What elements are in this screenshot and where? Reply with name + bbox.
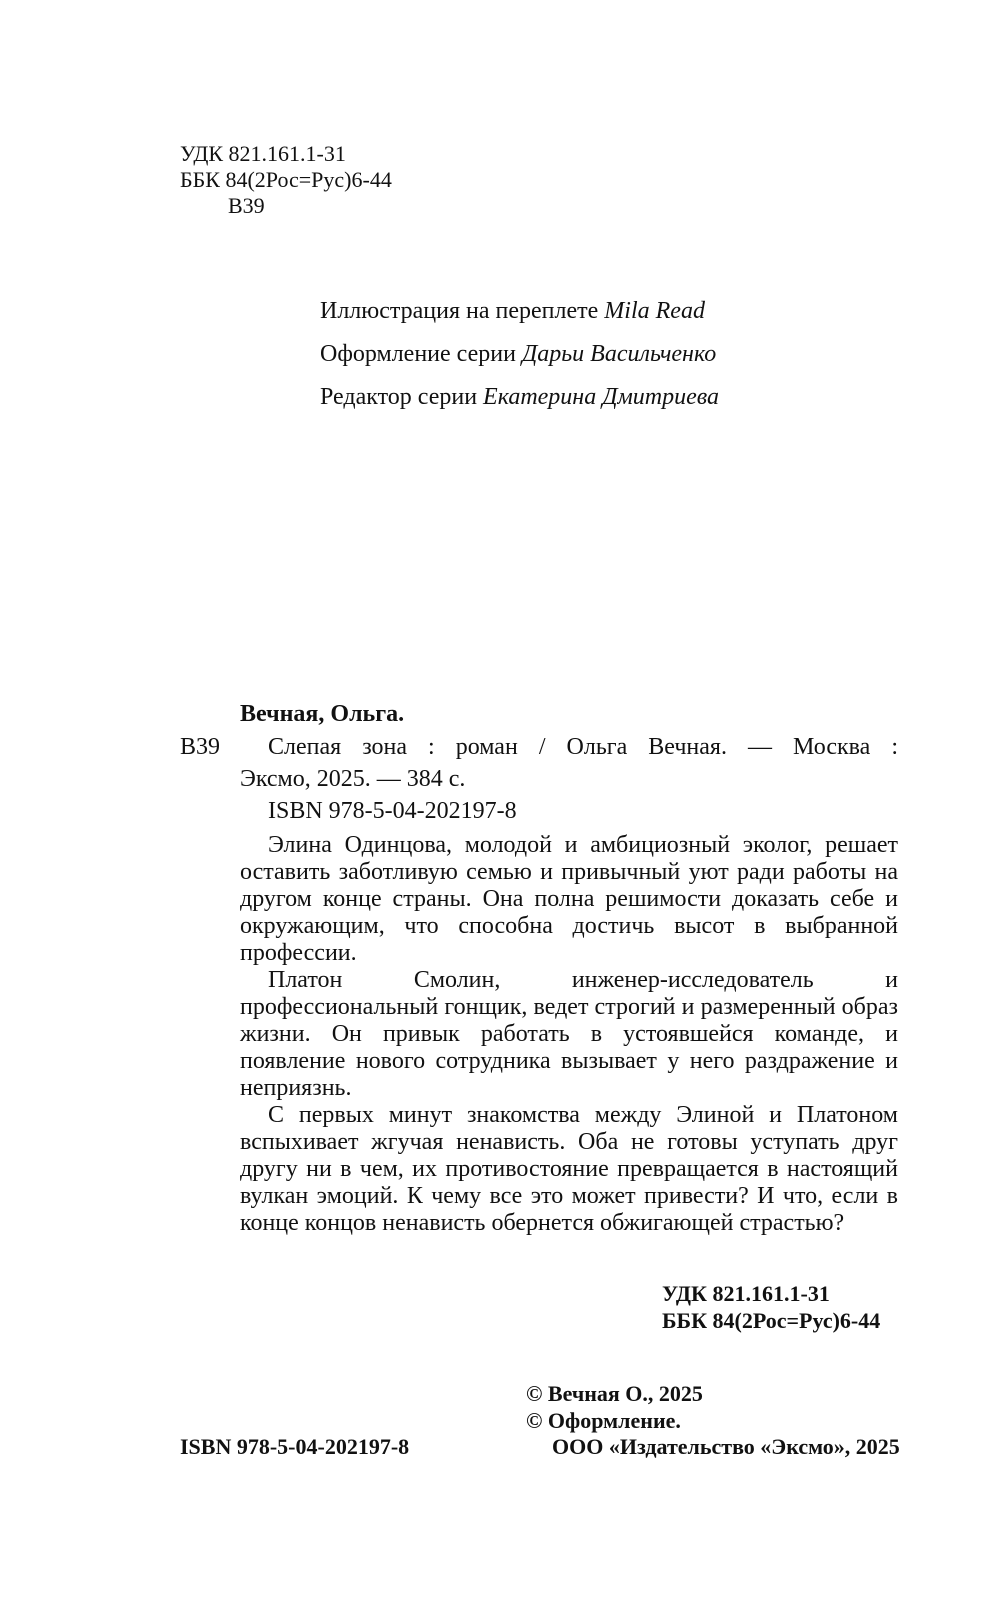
annotation: [240, 832, 898, 1237]
annotation-paragraph: Элина Одинцова, молодой и амбициозный эколог, решает оставить заботливую семью и привычный уют ради работы на другом конце страны. Она полна решимости доказать себе и окружающим, что способна достичь высот в выбранной профессии.: [240, 832, 898, 966]
copyright-design: © Оформление.: [526, 1408, 681, 1433]
credit-role: Редактор серии: [320, 384, 478, 410]
credit-series-editor: [320, 383, 719, 412]
isbn-bottom: ISBN 978-5-04-202197-8: [180, 1434, 410, 1459]
bottom-udk: УДК 821.161.1-31: [662, 1281, 830, 1306]
credit-name: Дарьи Васильченко: [521, 341, 717, 367]
credit-name: Екатерина Дмитриева: [483, 384, 720, 410]
credit-role: Оформление серии: [320, 341, 516, 367]
catalog-title-line2: Эксмо, 2025. — 384 с.: [240, 766, 466, 792]
catalog-author-heading: Вечная, Ольга.: [240, 701, 405, 727]
annotation-paragraph: Платон Смолин, инженер-исследователь и профессиональный гонщик, ведет строгий и размеренный образ жизни. Он привык работать в устоявшейся команде, и появление нового сотрудника вызывает у него раздражение и неприязнь.: [240, 967, 898, 1101]
credit-name: Mila Read: [604, 298, 705, 324]
catalog-title-line1: Слепая зона : роман / Ольга Вечная. — Москва :: [268, 734, 898, 760]
credit-illustration: [320, 297, 705, 326]
annotation-paragraph: С первых минут знакомства между Элиной и Платоном вспыхивает жгучая ненависть. Оба не готовы уступать друг другу ни в чем, их противостояние превращается в настоящий вулкан эмоций. К чему все это может привести? И что, если в конце концов ненависть обернется обжигающей страстью?: [240, 1102, 898, 1236]
credit-role: Иллюстрация на переплете: [320, 298, 599, 324]
credit-series-design: [320, 340, 716, 369]
top-udk: УДК 821.161.1-31: [180, 141, 346, 166]
copyright-publisher: ООО «Издательство «Эксмо», 2025: [552, 1434, 900, 1459]
top-author-mark: В39: [228, 193, 265, 218]
top-bbk: ББК 84(2Рос=Рус)6-44: [180, 167, 392, 192]
bottom-bbk: ББК 84(2Рос=Рус)6-44: [662, 1308, 881, 1333]
catalog-isbn: ISBN 978-5-04-202197-8: [268, 798, 517, 824]
copyright-author: © Вечная О., 2025: [526, 1381, 703, 1406]
catalog-author-mark: В39: [180, 734, 221, 760]
